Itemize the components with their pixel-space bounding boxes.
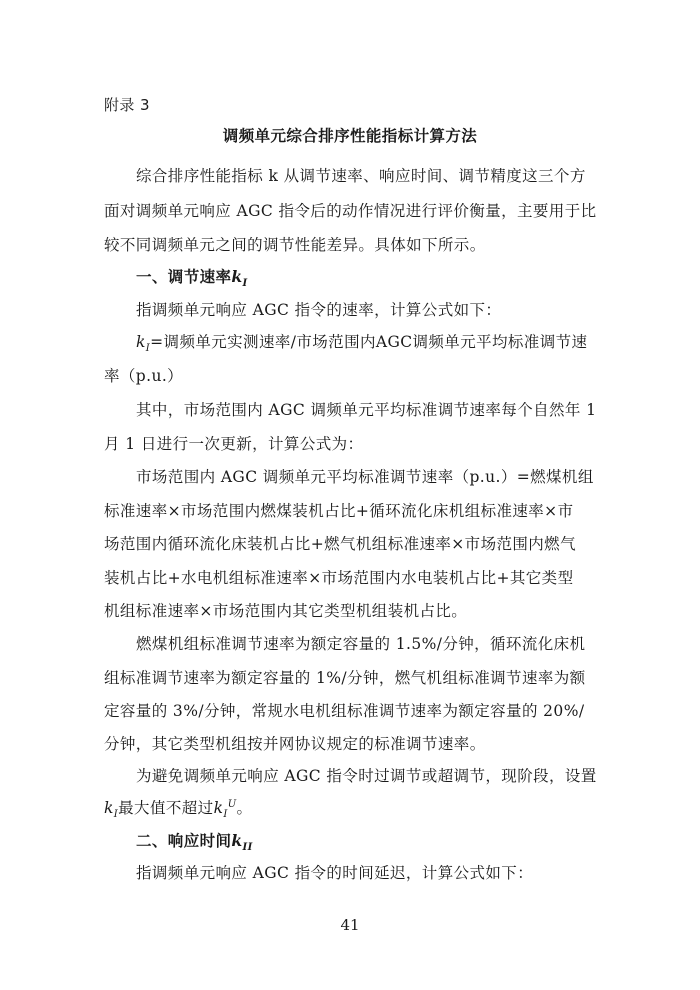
section2-symbol: k: [231, 831, 243, 850]
page-number: 41: [340, 916, 360, 934]
section2-paragraph-1: 指调频单元响应 AGC 指令的时间延迟，计算公式如下：: [136, 864, 534, 882]
section2-heading: [136, 829, 253, 853]
section2-subscript: II: [242, 842, 253, 854]
formula-symbol: k: [136, 333, 146, 351]
section1-p3-line-4: 装机占比+水电机组标准速率×市场范围内水电装机占比+其它类型: [104, 569, 574, 587]
section1-formula-line-2: 率（p.u.）: [104, 367, 184, 385]
p5-symbol: k: [104, 799, 114, 817]
section1-p5-line-1: 为避免调频单元响应 AGC 指令时过调节或超调节，现阶段，设置: [136, 767, 597, 785]
p5-limit-subscript: I: [223, 809, 228, 821]
formula-text: =调频单元实测速率/市场范围内AGC调频单元平均标准调节速: [150, 333, 588, 351]
intro-line-2: 面对调频单元响应 AGC 指令后的动作情况进行评价衡量，主要用于比: [104, 202, 597, 220]
section1-subscript: I: [242, 278, 248, 290]
section1-p4-line-4: 分钟，其它类型机组按并网协议规定的标准调节速率。: [104, 735, 486, 753]
section1-p4-line-1: 燃煤机组标准调节速率为额定容量的 1.5%/分钟，循环流化床机: [136, 635, 586, 653]
section1-p4-line-2: 组标准调节速率为额定容量的 1%/分钟，燃气机组标准调节速率为额: [104, 669, 586, 687]
p5-end: 。: [236, 799, 253, 817]
section1-p3-line-3: 场范围内循环流化床装机占比+燃气机组标准速率×市场范围内燃气: [104, 535, 576, 553]
p5-text: 最大值不超过: [118, 799, 214, 817]
section1-p2-line-1: 其中，市场范围内 AGC 调频单元平均标准调节速率每个自然年 1: [136, 401, 597, 419]
intro-line-1: 综合排序性能指标 k 从调节速率、响应时间、调节精度这三个方: [136, 167, 586, 185]
p5-limit-superscript: U: [227, 798, 237, 810]
formula-subscript: I: [145, 343, 151, 355]
section1-p2-line-2: 月 1 日进行一次更新，计算公式为：: [104, 435, 364, 453]
intro-line-3: 较不同调频单元之间的调节性能差异。具体如下所示。: [104, 236, 486, 254]
p5-limit-symbol: k: [213, 799, 224, 817]
section1-heading-text: 一、调节速率: [136, 268, 232, 286]
page-title: 调频单元综合排序性能指标计算方法: [222, 127, 478, 145]
section1-formula-line-1: [136, 330, 587, 354]
section1-p3-line-5: 机组标准速率×市场范围内其它类型机组装机占比。: [104, 602, 468, 620]
section1-p3-line-1: 市场范围内 AGC 调频单元平均标准调节速率（p.u.）=燃煤机组: [136, 468, 594, 486]
section1-paragraph-1: 指调频单元响应 AGC 指令的速率，计算公式如下：: [136, 301, 502, 319]
p5-subscript: I: [113, 809, 119, 821]
section1-symbol: k: [231, 267, 243, 286]
section1-heading: [136, 265, 248, 289]
appendix-label: 附录 3: [104, 96, 150, 114]
section1-p4-line-3: 定容量的 3%/分钟，常规水电机组标准调节速率为额定容量的 20%/: [104, 702, 585, 720]
section1-p3-line-2: 标准速率×市场范围内燃煤装机占比+循环流化床机组标准速率×市: [104, 502, 574, 520]
section2-heading-text: 二、响应时间: [136, 832, 232, 850]
section1-p5-line-2: [104, 796, 252, 820]
